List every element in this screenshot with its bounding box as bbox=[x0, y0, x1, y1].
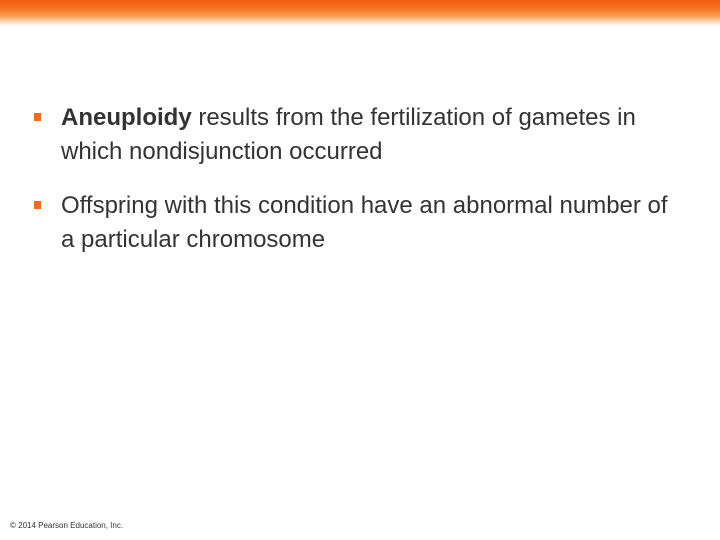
copyright-footer: © 2014 Pearson Education, Inc. bbox=[10, 521, 124, 530]
header-gradient-band bbox=[0, 0, 720, 26]
bullet-item-offspring bbox=[34, 189, 674, 257]
bullet-text: results from the fertilization of gametes in which nondisjunction occurred bbox=[61, 104, 636, 165]
square-bullet-icon bbox=[34, 113, 41, 121]
bullet-item-aneuploidy bbox=[34, 101, 674, 169]
square-bullet-icon bbox=[34, 201, 41, 209]
bullet-term: Aneuploidy bbox=[61, 104, 192, 131]
slide-body bbox=[34, 101, 674, 277]
bullet-text: Offspring with this condition have an abnormal number of a particular chromosome bbox=[61, 192, 668, 253]
